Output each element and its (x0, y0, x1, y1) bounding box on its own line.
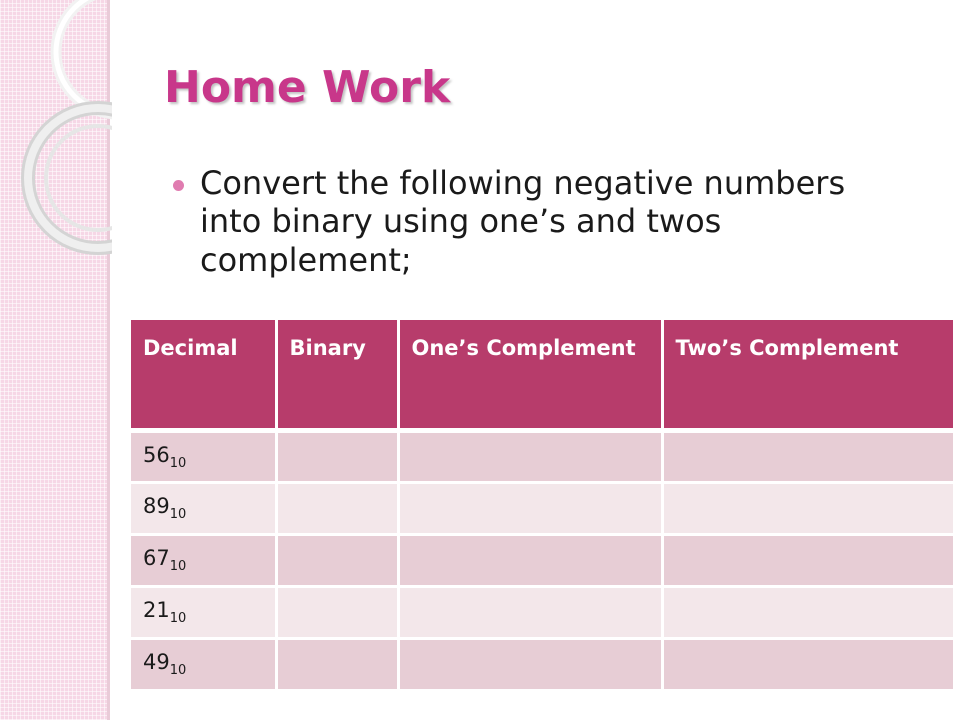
header-binary: Binary (276, 320, 398, 430)
binary-cell (276, 638, 398, 690)
decimal-cell (131, 638, 276, 690)
base-subscript: 10 (169, 455, 187, 471)
decimal-cell (131, 586, 276, 638)
binary-cell (276, 482, 398, 534)
decimal-cell (131, 430, 276, 482)
binary-cell (276, 430, 398, 482)
twos-complement-cell (662, 482, 953, 534)
header-decimal: Decimal (131, 320, 276, 430)
base-subscript: 10 (169, 507, 187, 522)
slide-title: Home Work (164, 62, 451, 113)
twos-complement-cell (662, 430, 953, 482)
homework-table (131, 320, 953, 692)
ones-complement-cell (398, 586, 662, 638)
ones-complement-cell (398, 638, 662, 690)
decimal-cell (131, 534, 276, 586)
table-row (131, 482, 953, 534)
header-twos-complement: Two’s Complement (662, 320, 953, 430)
decorative-rings-icon (0, 0, 112, 300)
base-subscript: 10 (169, 559, 187, 574)
ones-complement-cell (398, 534, 662, 586)
header-ones-complement: One’s Complement (398, 320, 662, 430)
table-header-row (131, 320, 953, 430)
ones-complement-cell (398, 430, 662, 482)
decimal-value: 21 (143, 598, 170, 622)
binary-cell (276, 586, 398, 638)
twos-complement-cell (662, 534, 953, 586)
ones-complement-cell (398, 482, 662, 534)
base-subscript: 10 (169, 611, 187, 626)
decimal-cell (131, 482, 276, 534)
decimal-value: 56 (143, 442, 170, 467)
bullet-dot-icon (173, 180, 184, 191)
decimal-value: 89 (143, 494, 170, 518)
bullet-text: Convert the following negative numbers into binary using one’s and twos complement; (200, 164, 846, 279)
decimal-value: 67 (143, 546, 170, 570)
binary-cell (276, 534, 398, 586)
twos-complement-cell (662, 586, 953, 638)
base-subscript: 10 (169, 663, 187, 678)
decimal-value: 49 (143, 650, 170, 674)
table-row (131, 430, 953, 482)
twos-complement-cell (662, 638, 953, 690)
table-row (131, 534, 953, 586)
table-row (131, 638, 953, 690)
table-row (131, 586, 953, 638)
